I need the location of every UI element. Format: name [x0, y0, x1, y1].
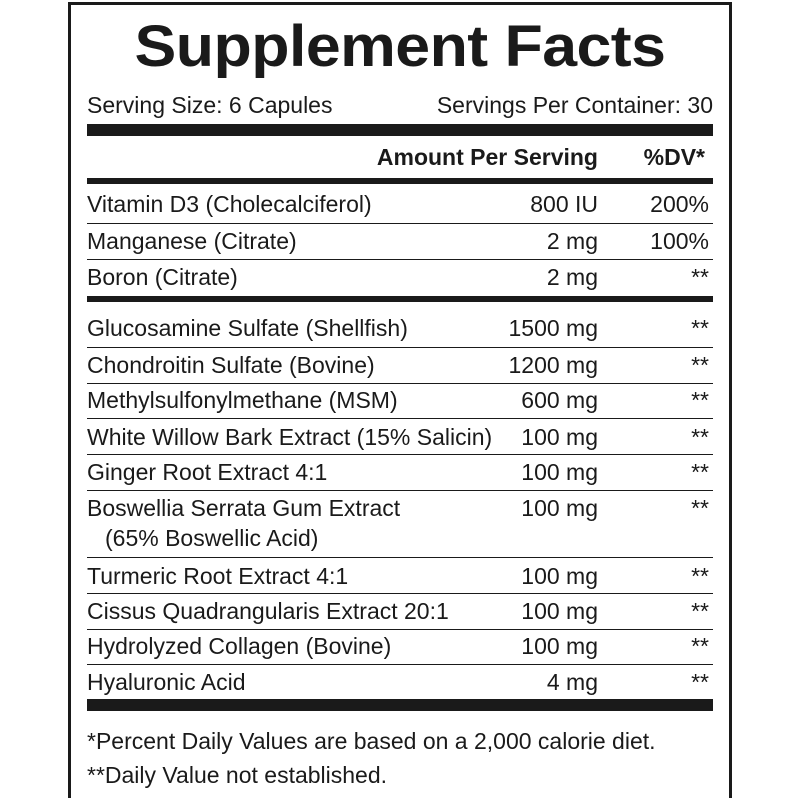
nutrient-name: Ginger Root Extract 4:1: [87, 459, 328, 485]
nutrient-dv: **: [691, 387, 709, 413]
nutrient-amount: 1200 mg: [508, 352, 598, 378]
nutrient-name: Hyaluronic Acid: [87, 669, 246, 695]
supplement-facts-panel: [68, 2, 732, 798]
nutrient-dv: 200%: [650, 191, 709, 217]
row-divider: [87, 664, 713, 665]
nutrient-amount: 100 mg: [521, 495, 598, 521]
top-divider-bar: [87, 124, 713, 136]
nutrient-dv: **: [691, 352, 709, 378]
row-divider: [87, 223, 713, 224]
nutrient-amount: 100 mg: [521, 633, 598, 659]
row-divider: [87, 383, 713, 384]
daily-value-header: %DV*: [643, 144, 705, 170]
nutrient-amount: 100 mg: [521, 424, 598, 450]
header-divider-bar: [87, 178, 713, 184]
nutrient-name: Chondroitin Sulfate (Bovine): [87, 352, 375, 378]
row-divider: [87, 593, 713, 594]
nutrient-dv: **: [691, 264, 709, 290]
bottom-divider-bar: [87, 699, 713, 711]
row-divider: [87, 490, 713, 491]
nutrient-name: Hydrolyzed Collagen (Bovine): [87, 633, 392, 659]
nutrient-amount: 600 mg: [521, 387, 598, 413]
nutrient-dv: **: [691, 633, 709, 659]
nutrient-amount: 100 mg: [521, 563, 598, 589]
nutrient-name: Methylsulfonylmethane (MSM): [87, 387, 398, 413]
nutrient-name: Boswellia Serrata Gum Extract: [87, 495, 401, 521]
row-divider: [87, 347, 713, 348]
nutrient-name: Vitamin D3 (Cholecalciferol): [87, 191, 372, 217]
nutrient-amount: 1500 mg: [508, 315, 598, 341]
nutrient-name: Glucosamine Sulfate (Shellfish): [87, 315, 408, 341]
nutrient-dv: **: [691, 495, 709, 521]
nutrient-amount: 100 mg: [521, 459, 598, 485]
nutrient-name: White Willow Bark Extract (15% Salicin): [87, 424, 493, 450]
nutrient-dv: **: [691, 598, 709, 624]
group-divider-bar: [87, 296, 713, 302]
nutrient-dv: **: [691, 669, 709, 695]
nutrient-name: Cissus Quadrangularis Extract 20:1: [87, 598, 449, 624]
nutrient-dv: **: [691, 315, 709, 341]
serving-size: Serving Size: 6 Capules: [87, 92, 333, 118]
footnote-dv-basis: *Percent Daily Values are based on a 2,000 calorie diet.: [87, 728, 656, 754]
nutrient-dv: 100%: [650, 228, 709, 254]
row-divider: [87, 259, 713, 260]
servings-per-container: Servings Per Container: 30: [436, 92, 713, 118]
nutrient-amount: 2 mg: [546, 228, 598, 254]
nutrient-dv: **: [691, 459, 709, 485]
nutrient-dv: **: [691, 563, 709, 589]
amount-per-serving-header: Amount Per Serving: [376, 144, 598, 170]
nutrient-amount: 800 IU: [530, 191, 598, 217]
nutrient-amount: 4 mg: [546, 669, 598, 695]
footnote-dv-not-established: **Daily Value not established.: [87, 762, 388, 788]
row-divider: [87, 557, 713, 558]
row-divider: [87, 629, 713, 630]
nutrient-dv: **: [691, 424, 709, 450]
nutrient-name-line2: (65% Boswellic Acid): [105, 525, 319, 551]
nutrient-amount: 100 mg: [521, 598, 598, 624]
panel-title: Supplement Facts: [134, 14, 666, 79]
nutrient-name: Manganese (Citrate): [87, 228, 297, 254]
nutrient-name: Turmeric Root Extract 4:1: [87, 563, 349, 589]
nutrient-amount: 2 mg: [546, 264, 598, 290]
row-divider: [87, 454, 713, 455]
nutrient-name: Boron (Citrate): [87, 264, 238, 290]
row-divider: [87, 418, 713, 419]
